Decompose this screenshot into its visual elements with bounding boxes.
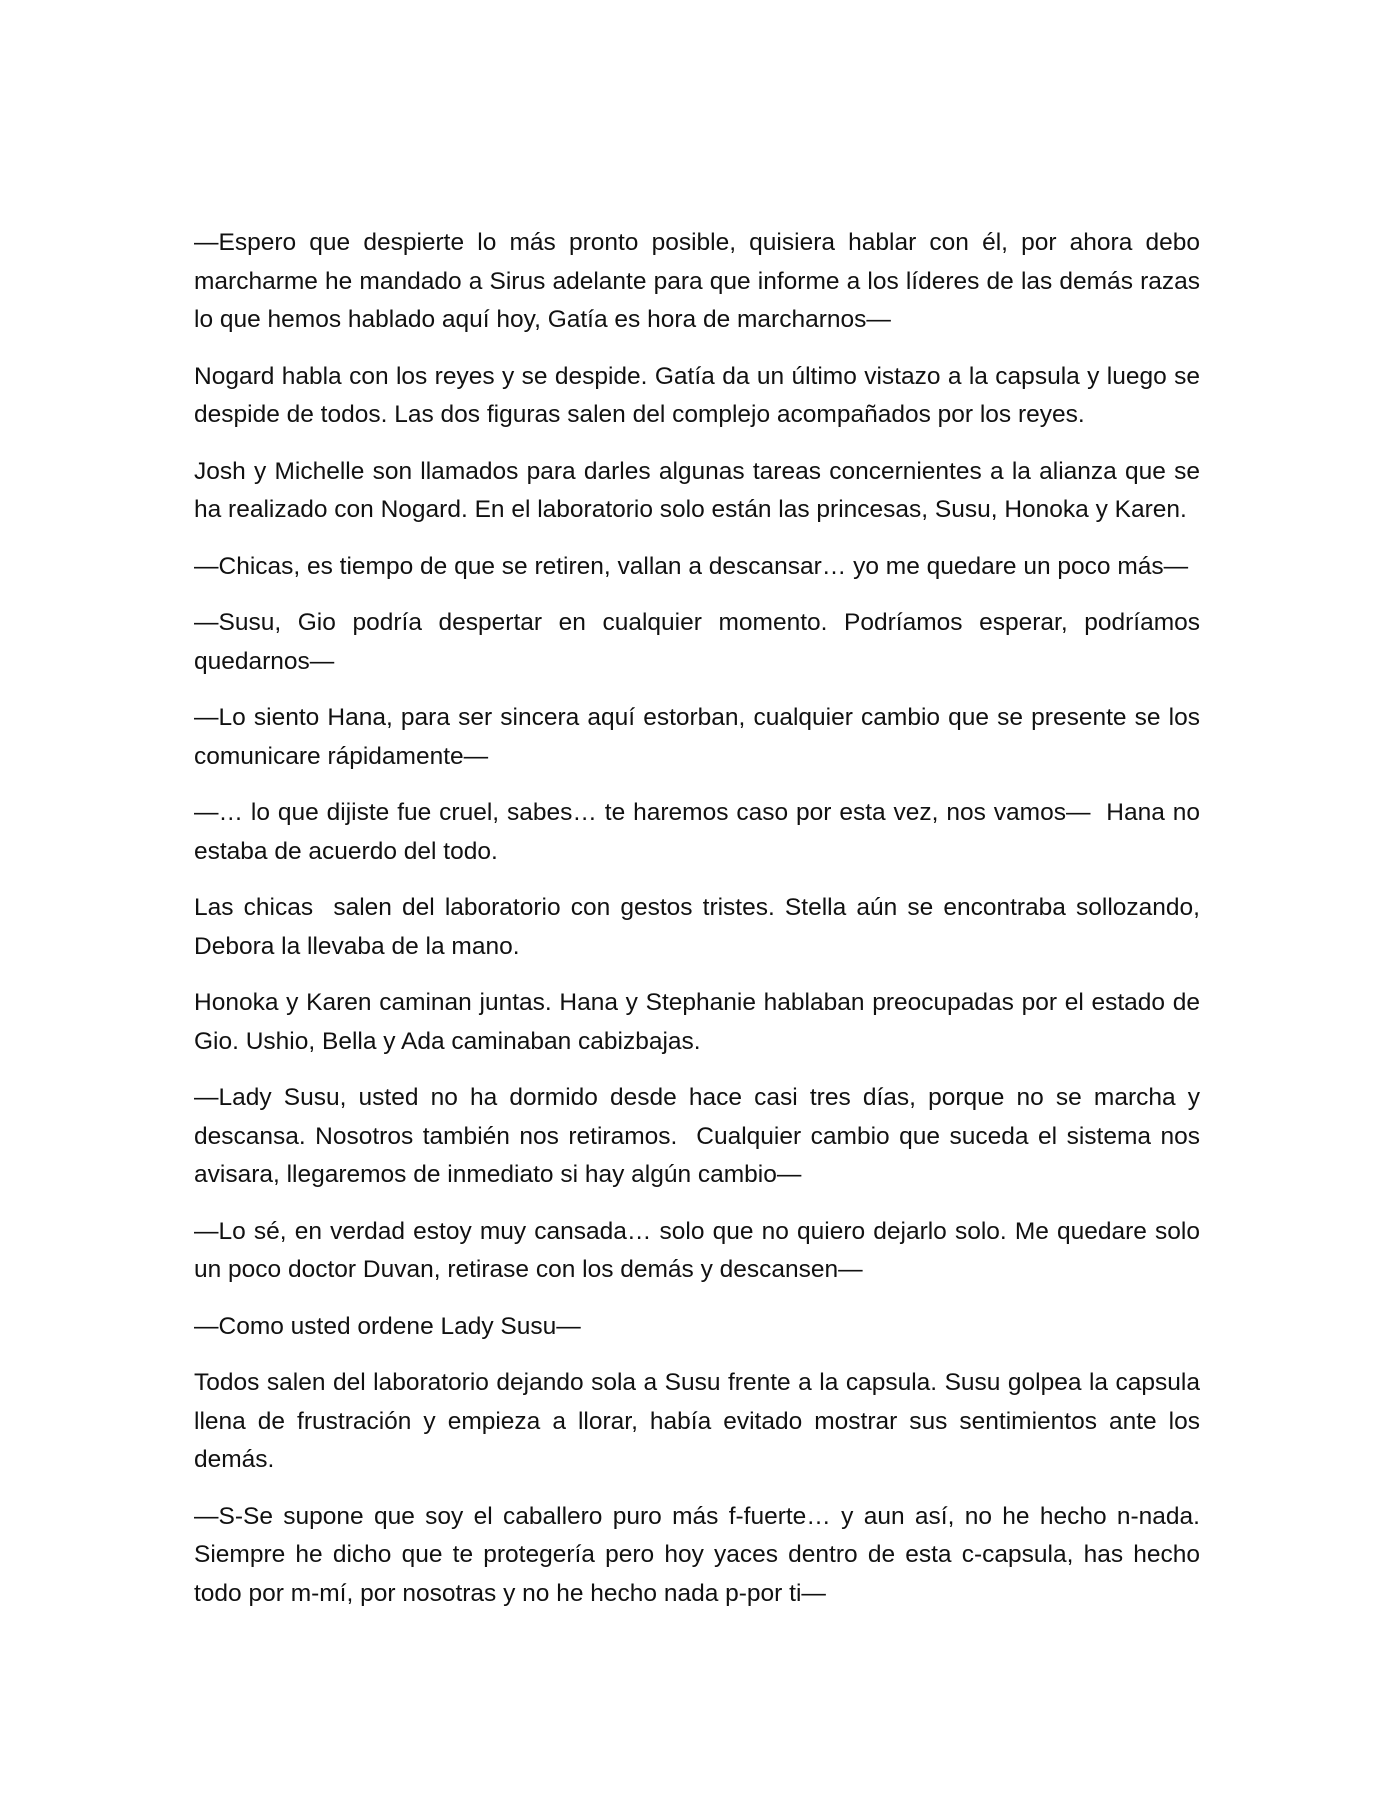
paragraph-12: —Como usted ordene Lady Susu— <box>194 1312 581 1340</box>
paragraph-10: —Lady Susu, usted no ha dormido desde hace casi tres días, porque no se marcha y descansa. Nosotros también nos retiramos. Cualquier cambio que suceda el sistema nos avisara, llegaremos de inmediato si hay algún cambio— <box>194 1084 1207 1188</box>
paragraph-8: Las chicas salen del laboratorio con gestos tristes. Stella aún se encontraba sollozando, Debora la llevaba de la mano. <box>194 894 1207 960</box>
paragraph-1: —Espero que despierte lo más pronto posible, quisiera hablar con él, por ahora debo marcharme he mandado a Sirus adelante para que informe a los líderes de las demás razas lo que hemos hablado aquí hoy, Gatía es hora de marcharnos— <box>194 229 1207 333</box>
paragraph-3: Josh y Michelle son llamados para darles algunas tareas concernientes a la alianza que se ha realizado con Nogard. En el laboratorio solo están las princesas, Susu, Honoka y Karen. <box>194 457 1207 523</box>
paragraph-6: —Lo siento Hana, para ser sincera aquí estorban, cualquier cambio que se presente se los comunicare rápidamente— <box>194 704 1207 770</box>
paragraph-5: —Susu, Gio podría despertar en cualquier momento. Podríamos esperar, podríamos quedarnos— <box>194 609 1207 675</box>
document-body <box>194 224 1207 1631</box>
paragraph-7: —… lo que dijiste fue cruel, sabes… te haremos caso por esta vez, nos vamos— Hana no estaba de acuerdo del todo. <box>194 799 1207 865</box>
paragraph-11: —Lo sé, en verdad estoy muy cansada… solo que no quiero dejarlo solo. Me quedare solo un poco doctor Duvan, retirase con los demás y descansen— <box>194 1217 1207 1283</box>
paragraph-2: Nogard habla con los reyes y se despide. Gatía da un último vistazo a la capsula y luego se despide de todos. Las dos figuras salen del complejo acompañados por los reyes. <box>194 362 1207 428</box>
paragraph-14: —S-Se supone que soy el caballero puro más f-fuerte… y aun así, no he hecho n-nada. Siempre he dicho que te protegería pero hoy yaces dentro de esta c-capsula, has hecho todo por m-mí, por nosotras y no he hecho nada p-por ti— <box>194 1502 1207 1607</box>
paragraph-13: Todos salen del laboratorio dejando sola a Susu frente a la capsula. Susu golpea la capsula llena de frustración y empieza a llorar, había evitado mostrar sus sentimientos ante los demás. <box>194 1369 1207 1473</box>
paragraph-9: Honoka y Karen caminan juntas. Hana y Stephanie hablaban preocupadas por el estado de Gio. Ushio, Bella y Ada caminaban cabizbajas. <box>194 989 1207 1055</box>
paragraph-4: —Chicas, es tiempo de que se retiren, vallan a descansar… yo me quedare un poco más— <box>194 552 1189 580</box>
